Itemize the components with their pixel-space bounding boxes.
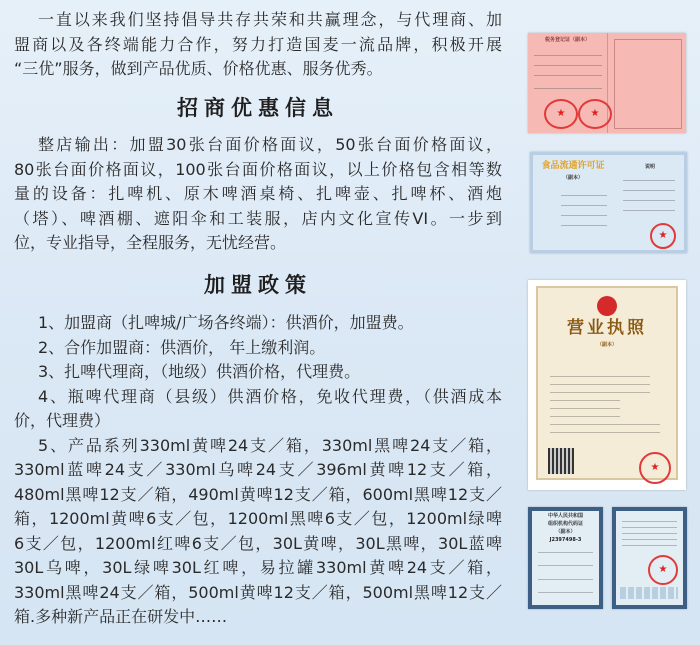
policy-item: 6支／包，1200ml红啤6支／包，30L黄啤，30L黑啤，30L蓝啤	[14, 533, 502, 553]
red-seal-icon	[544, 99, 578, 129]
policy-item: 箱，1200ml黄啤6支／包，1200ml黑啤6支／包，1200ml绿啤	[14, 509, 502, 528]
intro-line: 盟商以及各终端能力合作，努力打造国麦一流品牌，积极开展	[14, 34, 502, 54]
red-seal-icon	[650, 223, 676, 249]
intro-line: 一直以来我们坚持倡导共存共荣和共赢理念，与代理商、加	[38, 10, 502, 29]
offers-paragraph	[14, 133, 502, 256]
food-permit-sub: （副本）	[562, 175, 583, 181]
license-sub: （副本）	[596, 342, 617, 348]
tax-cert-table	[614, 39, 682, 129]
offers-line: 量的设备：扎啤机、原木啤酒桌椅、扎啤壶、扎啤杯、酒炮	[14, 184, 502, 203]
policy-item: 1、加盟商（扎啤城/广场各终端）：供酒价，加盟费。	[38, 313, 414, 332]
org-cert-code: J2397498-3	[549, 537, 582, 543]
org-cert-title2: 组织机构代码证	[547, 521, 583, 527]
policy-item: 480ml黑啤12支／箱，490ml黄啤12支／箱，600ml黑啤12支／	[14, 484, 502, 504]
red-seal-icon	[639, 452, 671, 484]
policy-item: 330ml黑啤24支／箱，500ml黄啤12支／箱，500ml黑啤12支／	[14, 582, 502, 602]
policy-item: 价，代理费）	[14, 411, 111, 430]
policy-heading: 加盟政策	[204, 272, 312, 297]
food-permit-title: 食品流通许可证	[541, 161, 605, 171]
policy-item: 2、合作加盟商：供酒价， 年上缴利润。	[38, 337, 326, 357]
offers-line: 整店输出：加盟30张台面价格面议，50张台面价格面议，	[38, 135, 502, 154]
org-code-certificate-front	[528, 507, 603, 609]
license-title: 营业执照	[567, 318, 647, 338]
policy-item: 30L乌啤，30L绿啤30L红啤，易拉罐330ml黄啤24支／箱，	[14, 558, 502, 577]
org-code-certificate-back	[612, 507, 687, 609]
tax-cert-sub: （副本）	[570, 37, 591, 43]
business-license	[528, 280, 686, 490]
policy-item: 3、扎啤代理商，（地级）供酒价格，代理费。	[38, 362, 361, 381]
intro-line: “三优”服务，做到产品优质、价格优惠、服务优秀。	[14, 59, 383, 78]
intro-paragraph	[14, 8, 502, 82]
policy-list	[14, 311, 502, 630]
policy-item: 330ml蓝啤24支／330ml乌啤24支／396ml黄啤12支／箱，	[14, 460, 502, 479]
policy-item: 5、产品系列330ml黄啤24支／箱，330ml黑啤24支／箱，	[38, 435, 502, 455]
org-cert-sub: （副本）	[555, 529, 576, 535]
tax-cert-title: 税务登记证	[544, 37, 570, 43]
red-seal-icon	[648, 555, 678, 585]
policy-item: 4、瓶啤代理商（县级）供酒价格，免收代理费，（供酒成本	[38, 386, 502, 406]
offers-line: （塔）、啤酒棚、遮阳伞和工装服，店内文化宣传VI。一步到	[14, 208, 502, 228]
offers-line: 位，专业指导，全程服务，无忧经营。	[14, 233, 287, 252]
policy-item: 箱.多种新产品正在研发中……	[14, 607, 228, 626]
org-cert-title1: 中华人民共和国	[547, 513, 583, 519]
offers-heading: 招商优惠信息	[177, 95, 339, 120]
red-seal-icon	[578, 99, 612, 129]
qr-code-icon	[548, 448, 574, 474]
tax-registration-certificate	[528, 33, 686, 133]
national-emblem-icon	[597, 296, 617, 316]
offers-line: 80张台面价格面议，100张台面价格面议，以上价格包含相等数	[14, 159, 502, 179]
food-permit-notes-title: 说明	[644, 164, 655, 170]
food-circulation-permit	[530, 152, 687, 253]
